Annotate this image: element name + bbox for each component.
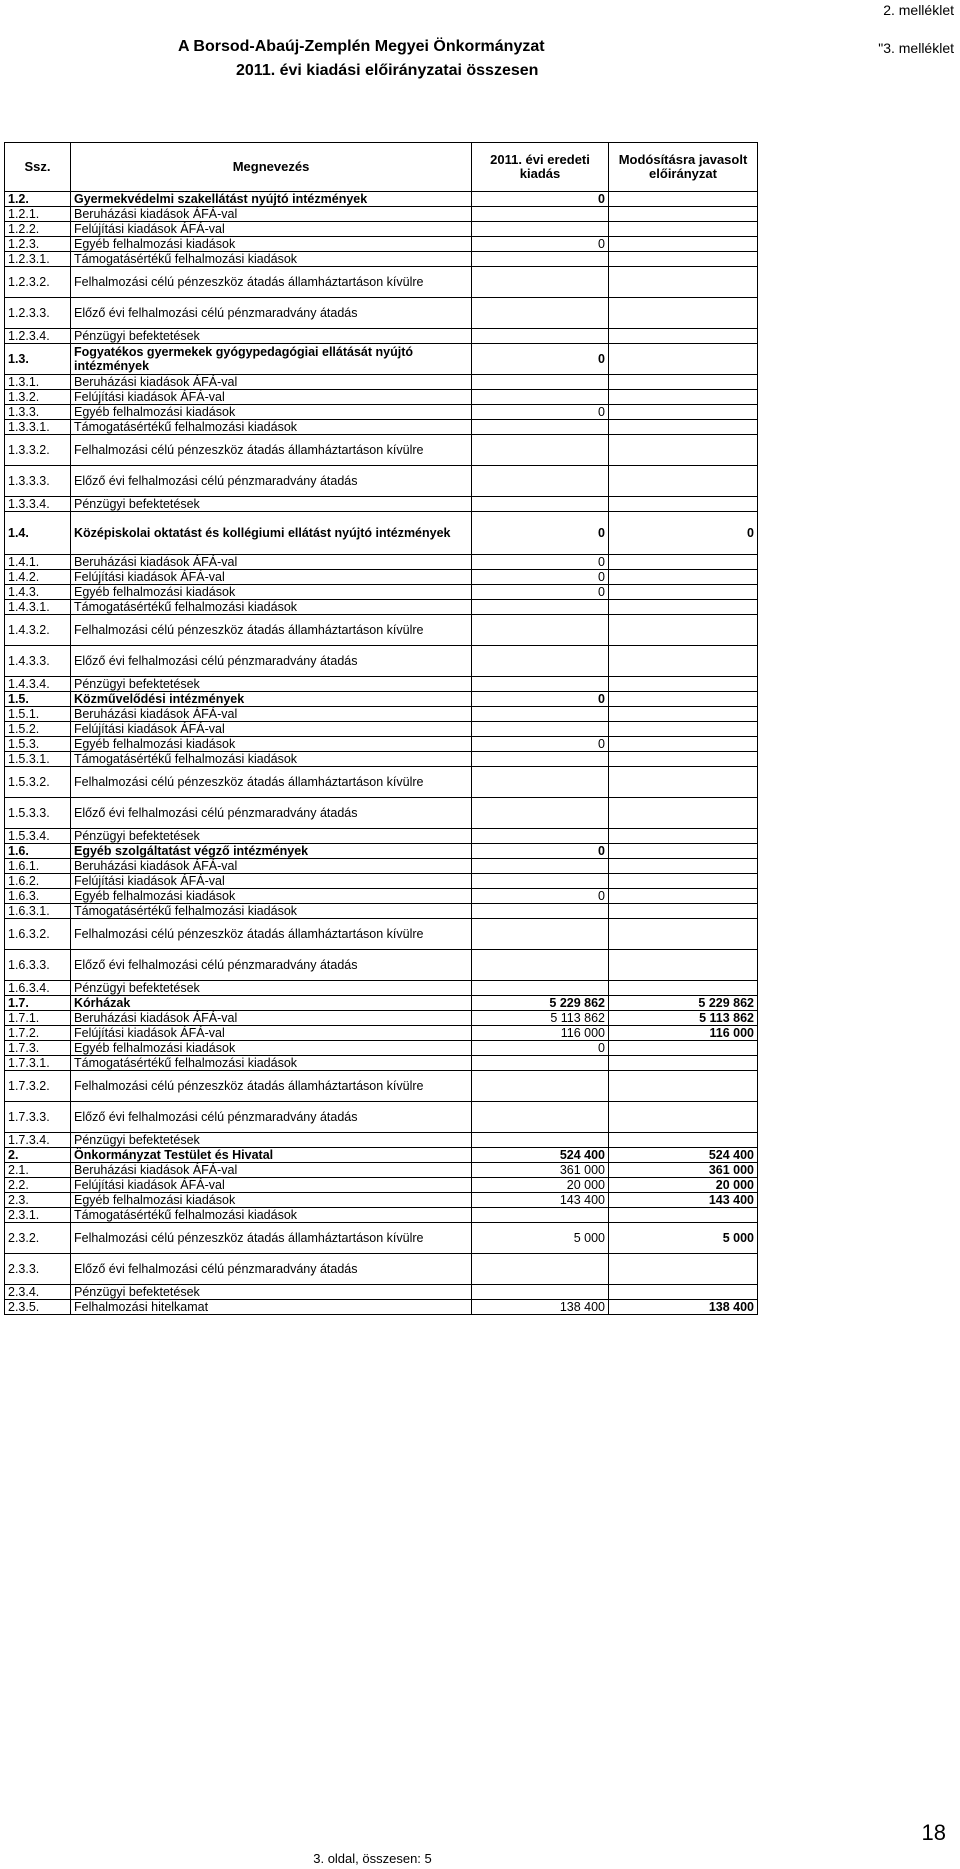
row-modified-value	[609, 737, 758, 752]
row-name: Beruházási kiadások ÁFÁ-val	[71, 555, 472, 570]
row-modified-value	[609, 950, 758, 981]
table-row	[5, 1223, 758, 1254]
row-modified-value: 361 000	[609, 1163, 758, 1178]
row-modified-value	[609, 390, 758, 405]
row-original-value	[472, 1208, 609, 1223]
row-name: Felújítási kiadások ÁFÁ-val	[71, 222, 472, 237]
row-original-value	[472, 1102, 609, 1133]
row-name: Egyéb felhalmozási kiadások	[71, 889, 472, 904]
row-name: Felhalmozási hitelkamat	[71, 1300, 472, 1315]
table-row	[5, 555, 758, 570]
table-row	[5, 1056, 758, 1071]
row-name: Előző évi felhalmozási célú pénzmaradvány átadás	[71, 298, 472, 329]
row-original-value: 5 000	[472, 1223, 609, 1254]
row-name: Felújítási kiadások ÁFÁ-val	[71, 1178, 472, 1193]
row-ssz: 1.5.	[5, 692, 71, 707]
row-name: Egyéb felhalmozási kiadások	[71, 1041, 472, 1056]
page-footer: 3. oldal, összesen: 5	[313, 1851, 432, 1866]
row-modified-value	[609, 1133, 758, 1148]
row-name: Felújítási kiadások ÁFÁ-val	[71, 874, 472, 889]
row-name: Felhalmozási célú pénzeszköz átadás államháztartáson kívülre	[71, 435, 472, 466]
row-ssz: 1.7.3.	[5, 1041, 71, 1056]
table-row	[5, 1026, 758, 1041]
table-row	[5, 874, 758, 889]
row-original-value	[472, 859, 609, 874]
row-modified-value	[609, 405, 758, 420]
row-ssz: 2.3.1.	[5, 1208, 71, 1223]
budget-table	[4, 142, 758, 1315]
row-ssz: 1.5.3.4.	[5, 829, 71, 844]
row-original-value	[472, 600, 609, 615]
row-modified-value: 116 000	[609, 1026, 758, 1041]
row-modified-value	[609, 570, 758, 585]
row-modified-value	[609, 677, 758, 692]
row-original-value	[472, 874, 609, 889]
row-name: Támogatásértékű felhalmozási kiadások	[71, 252, 472, 267]
table-row	[5, 1193, 758, 1208]
row-modified-value	[609, 707, 758, 722]
row-ssz: 1.5.3.	[5, 737, 71, 752]
table-row	[5, 207, 758, 222]
row-modified-value	[609, 585, 758, 600]
row-name: Önkormányzat Testület és Hivatal	[71, 1148, 472, 1163]
table-row	[5, 844, 758, 859]
row-ssz: 1.5.3.2.	[5, 767, 71, 798]
table-row	[5, 222, 758, 237]
row-original-value: 524 400	[472, 1148, 609, 1163]
row-name: Előző évi felhalmozási célú pénzmaradvány átadás	[71, 798, 472, 829]
table-row	[5, 375, 758, 390]
row-original-value: 0	[472, 889, 609, 904]
row-ssz: 1.6.2.	[5, 874, 71, 889]
row-modified-value	[609, 767, 758, 798]
row-ssz: 1.3.3.3.	[5, 466, 71, 497]
row-ssz: 1.3.3.2.	[5, 435, 71, 466]
row-name: Előző évi felhalmozási célú pénzmaradvány átadás	[71, 1254, 472, 1285]
row-original-value: 116 000	[472, 1026, 609, 1041]
annex-label-3: "3. melléklet	[878, 40, 954, 56]
row-modified-value	[609, 207, 758, 222]
row-ssz: 1.4.2.	[5, 570, 71, 585]
table-row	[5, 329, 758, 344]
row-name: Támogatásértékű felhalmozási kiadások	[71, 904, 472, 919]
table-row	[5, 344, 758, 375]
row-name: Pénzügyi befektetések	[71, 677, 472, 692]
row-name: Felhalmozási célú pénzeszköz átadás államháztartáson kívülre	[71, 615, 472, 646]
row-original-value	[472, 207, 609, 222]
row-modified-value	[609, 844, 758, 859]
row-original-value	[472, 1071, 609, 1102]
column-header-ssz: Ssz.	[5, 143, 71, 192]
row-ssz: 1.3.3.1.	[5, 420, 71, 435]
table-row	[5, 677, 758, 692]
table-row	[5, 646, 758, 677]
row-original-value	[472, 1133, 609, 1148]
row-modified-value: 20 000	[609, 1178, 758, 1193]
table-row	[5, 1208, 758, 1223]
row-original-value: 0	[472, 585, 609, 600]
row-modified-value	[609, 298, 758, 329]
row-original-value	[472, 767, 609, 798]
row-original-value	[472, 466, 609, 497]
row-modified-value	[609, 1102, 758, 1133]
row-original-value	[472, 1056, 609, 1071]
table-row	[5, 798, 758, 829]
row-name: Pénzügyi befektetések	[71, 497, 472, 512]
table-row	[5, 692, 758, 707]
row-ssz: 1.2.3.2.	[5, 267, 71, 298]
table-row	[5, 512, 758, 555]
row-ssz: 1.5.2.	[5, 722, 71, 737]
table-row	[5, 996, 758, 1011]
row-name: Kórházak	[71, 996, 472, 1011]
row-modified-value	[609, 466, 758, 497]
table-row	[5, 497, 758, 512]
table-row	[5, 904, 758, 919]
row-name: Egyéb felhalmozási kiadások	[71, 237, 472, 252]
table-row	[5, 570, 758, 585]
row-modified-value: 143 400	[609, 1193, 758, 1208]
row-ssz: 1.2.3.4.	[5, 329, 71, 344]
row-name: Előző évi felhalmozási célú pénzmaradvány átadás	[71, 646, 472, 677]
row-name: Felújítási kiadások ÁFÁ-val	[71, 570, 472, 585]
row-original-value: 0	[472, 512, 609, 555]
row-ssz: 2.1.	[5, 1163, 71, 1178]
row-ssz: 1.4.3.1.	[5, 600, 71, 615]
table-row	[5, 1254, 758, 1285]
document-title: A Borsod-Abaúj-Zemplén Megyei Önkormányzat	[178, 38, 545, 55]
column-header-modified: Modósításra javasolt előirányzat	[609, 143, 758, 192]
row-ssz: 1.6.3.1.	[5, 904, 71, 919]
row-ssz: 1.7.2.	[5, 1026, 71, 1041]
row-ssz: 1.7.	[5, 996, 71, 1011]
row-ssz: 2.3.5.	[5, 1300, 71, 1315]
row-modified-value	[609, 1056, 758, 1071]
table-row	[5, 889, 758, 904]
row-modified-value: 5 229 862	[609, 996, 758, 1011]
table-row	[5, 1071, 758, 1102]
row-modified-value	[609, 435, 758, 466]
row-ssz: 1.3.1.	[5, 375, 71, 390]
row-original-value	[472, 798, 609, 829]
row-ssz: 1.6.3.2.	[5, 919, 71, 950]
row-modified-value: 524 400	[609, 1148, 758, 1163]
row-original-value	[472, 919, 609, 950]
row-modified-value	[609, 981, 758, 996]
row-ssz: 1.4.3.4.	[5, 677, 71, 692]
table-row	[5, 919, 758, 950]
row-name: Felújítási kiadások ÁFÁ-val	[71, 390, 472, 405]
row-ssz: 1.5.1.	[5, 707, 71, 722]
row-name: Támogatásértékű felhalmozási kiadások	[71, 752, 472, 767]
row-original-value	[472, 646, 609, 677]
row-name: Felhalmozási célú pénzeszköz átadás államháztartáson kívülre	[71, 767, 472, 798]
row-original-value	[472, 390, 609, 405]
row-modified-value	[609, 859, 758, 874]
row-ssz: 1.6.3.4.	[5, 981, 71, 996]
row-name: Támogatásértékű felhalmozási kiadások	[71, 420, 472, 435]
row-original-value: 0	[472, 237, 609, 252]
row-original-value	[472, 981, 609, 996]
row-original-value	[472, 298, 609, 329]
row-ssz: 1.3.3.4.	[5, 497, 71, 512]
row-original-value: 0	[472, 692, 609, 707]
row-original-value: 5 229 862	[472, 996, 609, 1011]
row-ssz: 1.6.3.	[5, 889, 71, 904]
row-modified-value	[609, 600, 758, 615]
row-ssz: 1.7.3.3.	[5, 1102, 71, 1133]
row-original-value	[472, 497, 609, 512]
row-name: Pénzügyi befektetések	[71, 829, 472, 844]
row-name: Egyéb felhalmozási kiadások	[71, 737, 472, 752]
row-original-value	[472, 615, 609, 646]
row-original-value: 361 000	[472, 1163, 609, 1178]
row-modified-value	[609, 420, 758, 435]
table-row	[5, 600, 758, 615]
row-original-value	[472, 677, 609, 692]
row-original-value: 0	[472, 555, 609, 570]
row-modified-value	[609, 874, 758, 889]
row-ssz: 1.5.3.1.	[5, 752, 71, 767]
row-modified-value	[609, 722, 758, 737]
row-ssz: 1.7.1.	[5, 1011, 71, 1026]
row-ssz: 2.	[5, 1148, 71, 1163]
row-modified-value	[609, 344, 758, 375]
row-modified-value	[609, 1208, 758, 1223]
row-original-value	[472, 420, 609, 435]
row-modified-value: 0	[609, 512, 758, 555]
row-original-value	[472, 222, 609, 237]
row-modified-value	[609, 329, 758, 344]
row-modified-value	[609, 615, 758, 646]
row-ssz: 1.6.3.3.	[5, 950, 71, 981]
table-row	[5, 752, 758, 767]
row-modified-value	[609, 555, 758, 570]
row-modified-value	[609, 497, 758, 512]
row-name: Középiskolai oktatást és kollégiumi ellátást nyújtó intézmények	[71, 512, 472, 555]
row-name: Beruházási kiadások ÁFÁ-val	[71, 207, 472, 222]
row-original-value	[472, 904, 609, 919]
row-modified-value	[609, 1285, 758, 1300]
row-ssz: 1.2.3.1.	[5, 252, 71, 267]
row-ssz: 2.2.	[5, 1178, 71, 1193]
row-name: Beruházási kiadások ÁFÁ-val	[71, 1011, 472, 1026]
row-ssz: 1.4.3.	[5, 585, 71, 600]
row-original-value	[472, 329, 609, 344]
row-original-value: 0	[472, 192, 609, 207]
row-name: Fogyatékos gyermekek gyógypedagógiai ellátását nyújtó intézmények	[71, 344, 472, 375]
row-modified-value	[609, 237, 758, 252]
row-ssz: 2.3.4.	[5, 1285, 71, 1300]
row-ssz: 1.5.3.3.	[5, 798, 71, 829]
row-original-value	[472, 267, 609, 298]
row-original-value: 0	[472, 570, 609, 585]
row-original-value	[472, 722, 609, 737]
document-subtitle: 2011. évi kiadási előirányzatai összesen	[236, 62, 539, 79]
table-row	[5, 237, 758, 252]
column-header-original: 2011. évi eredeti kiadás	[472, 143, 609, 192]
row-modified-value	[609, 829, 758, 844]
table-row	[5, 707, 758, 722]
row-name: Közművelődési intézmények	[71, 692, 472, 707]
table-row	[5, 737, 758, 752]
row-name: Beruházási kiadások ÁFÁ-val	[71, 859, 472, 874]
row-original-value	[472, 829, 609, 844]
row-name: Pénzügyi befektetések	[71, 981, 472, 996]
row-name: Pénzügyi befektetések	[71, 329, 472, 344]
table-row	[5, 435, 758, 466]
row-modified-value: 5 000	[609, 1223, 758, 1254]
table-row	[5, 1285, 758, 1300]
row-name: Gyermekvédelmi szakellátást nyújtó intézmények	[71, 192, 472, 207]
row-ssz: 1.2.3.	[5, 237, 71, 252]
row-modified-value	[609, 267, 758, 298]
row-original-value: 5 113 862	[472, 1011, 609, 1026]
column-header-name: Megnevezés	[71, 143, 472, 192]
table-row	[5, 615, 758, 646]
row-name: Felhalmozási célú pénzeszköz átadás államháztartáson kívülre	[71, 919, 472, 950]
row-original-value	[472, 950, 609, 981]
table-row	[5, 1133, 758, 1148]
row-original-value: 138 400	[472, 1300, 609, 1315]
table-row	[5, 1148, 758, 1163]
page-number: 18	[921, 1820, 946, 1845]
row-name: Felhalmozási célú pénzeszköz átadás államháztartáson kívülre	[71, 267, 472, 298]
row-ssz: 2.3.	[5, 1193, 71, 1208]
table-row	[5, 859, 758, 874]
table-row	[5, 1163, 758, 1178]
row-ssz: 1.7.3.1.	[5, 1056, 71, 1071]
row-modified-value	[609, 752, 758, 767]
row-name: Pénzügyi befektetések	[71, 1285, 472, 1300]
table-row	[5, 722, 758, 737]
row-ssz: 1.2.3.3.	[5, 298, 71, 329]
row-original-value: 143 400	[472, 1193, 609, 1208]
row-modified-value	[609, 1071, 758, 1102]
row-name: Beruházási kiadások ÁFÁ-val	[71, 707, 472, 722]
row-modified-value	[609, 1254, 758, 1285]
row-ssz: 1.4.3.3.	[5, 646, 71, 677]
row-ssz: 1.3.3.	[5, 405, 71, 420]
row-modified-value	[609, 1041, 758, 1056]
row-name: Felújítási kiadások ÁFÁ-val	[71, 1026, 472, 1041]
row-ssz: 1.3.	[5, 344, 71, 375]
row-original-value	[472, 375, 609, 390]
row-modified-value	[609, 798, 758, 829]
table-row	[5, 1178, 758, 1193]
row-ssz: 2.3.3.	[5, 1254, 71, 1285]
row-original-value: 20 000	[472, 1178, 609, 1193]
row-name: Támogatásértékű felhalmozási kiadások	[71, 1208, 472, 1223]
row-ssz: 1.4.3.2.	[5, 615, 71, 646]
row-modified-value	[609, 692, 758, 707]
table-row	[5, 1011, 758, 1026]
row-name: Felhalmozási célú pénzeszköz átadás államháztartáson kívülre	[71, 1071, 472, 1102]
table-row	[5, 767, 758, 798]
table-row	[5, 192, 758, 207]
row-ssz: 1.7.3.4.	[5, 1133, 71, 1148]
row-name: Előző évi felhalmozási célú pénzmaradvány átadás	[71, 950, 472, 981]
row-name: Felújítási kiadások ÁFÁ-val	[71, 722, 472, 737]
table-row	[5, 829, 758, 844]
row-name: Egyéb felhalmozási kiadások	[71, 405, 472, 420]
row-modified-value	[609, 252, 758, 267]
row-original-value: 0	[472, 344, 609, 375]
row-original-value	[472, 1254, 609, 1285]
row-modified-value	[609, 904, 758, 919]
table-row	[5, 252, 758, 267]
row-modified-value	[609, 889, 758, 904]
table-row	[5, 420, 758, 435]
row-modified-value	[609, 919, 758, 950]
row-ssz: 1.7.3.2.	[5, 1071, 71, 1102]
row-name: Egyéb szolgáltatást végző intézmények	[71, 844, 472, 859]
table-row	[5, 981, 758, 996]
table-header-row	[5, 143, 758, 192]
row-original-value	[472, 252, 609, 267]
row-original-value	[472, 1285, 609, 1300]
row-name: Egyéb felhalmozási kiadások	[71, 1193, 472, 1208]
table-row	[5, 298, 758, 329]
table-row	[5, 405, 758, 420]
row-name: Egyéb felhalmozási kiadások	[71, 585, 472, 600]
table-row	[5, 267, 758, 298]
table-row	[5, 390, 758, 405]
row-name: Felhalmozási célú pénzeszköz átadás államháztartáson kívülre	[71, 1223, 472, 1254]
table-row	[5, 466, 758, 497]
row-modified-value	[609, 192, 758, 207]
row-ssz: 1.3.2.	[5, 390, 71, 405]
row-modified-value: 138 400	[609, 1300, 758, 1315]
table-row	[5, 1300, 758, 1315]
row-modified-value	[609, 375, 758, 390]
table-row	[5, 585, 758, 600]
row-modified-value	[609, 646, 758, 677]
row-name: Beruházási kiadások ÁFÁ-val	[71, 1163, 472, 1178]
row-original-value: 0	[472, 1041, 609, 1056]
row-ssz: 1.2.1.	[5, 207, 71, 222]
table-row	[5, 1041, 758, 1056]
row-ssz: 1.4.1.	[5, 555, 71, 570]
row-original-value: 0	[472, 844, 609, 859]
row-name: Előző évi felhalmozási célú pénzmaradvány átadás	[71, 1102, 472, 1133]
row-original-value	[472, 435, 609, 466]
row-ssz: 1.2.	[5, 192, 71, 207]
row-name: Előző évi felhalmozási célú pénzmaradvány átadás	[71, 466, 472, 497]
row-ssz: 1.6.1.	[5, 859, 71, 874]
row-ssz: 2.3.2.	[5, 1223, 71, 1254]
row-original-value	[472, 707, 609, 722]
row-name: Pénzügyi befektetések	[71, 1133, 472, 1148]
row-modified-value	[609, 222, 758, 237]
row-ssz: 1.4.	[5, 512, 71, 555]
row-modified-value: 5 113 862	[609, 1011, 758, 1026]
row-ssz: 1.2.2.	[5, 222, 71, 237]
row-name: Beruházási kiadások ÁFÁ-val	[71, 375, 472, 390]
row-ssz: 1.6.	[5, 844, 71, 859]
row-name: Támogatásértékű felhalmozási kiadások	[71, 600, 472, 615]
row-original-value: 0	[472, 405, 609, 420]
table-row	[5, 950, 758, 981]
table-body	[5, 192, 758, 1315]
row-name: Támogatásértékű felhalmozási kiadások	[71, 1056, 472, 1071]
annex-label-2: 2. melléklet	[883, 2, 954, 18]
table-row	[5, 1102, 758, 1133]
row-original-value: 0	[472, 737, 609, 752]
row-original-value	[472, 752, 609, 767]
